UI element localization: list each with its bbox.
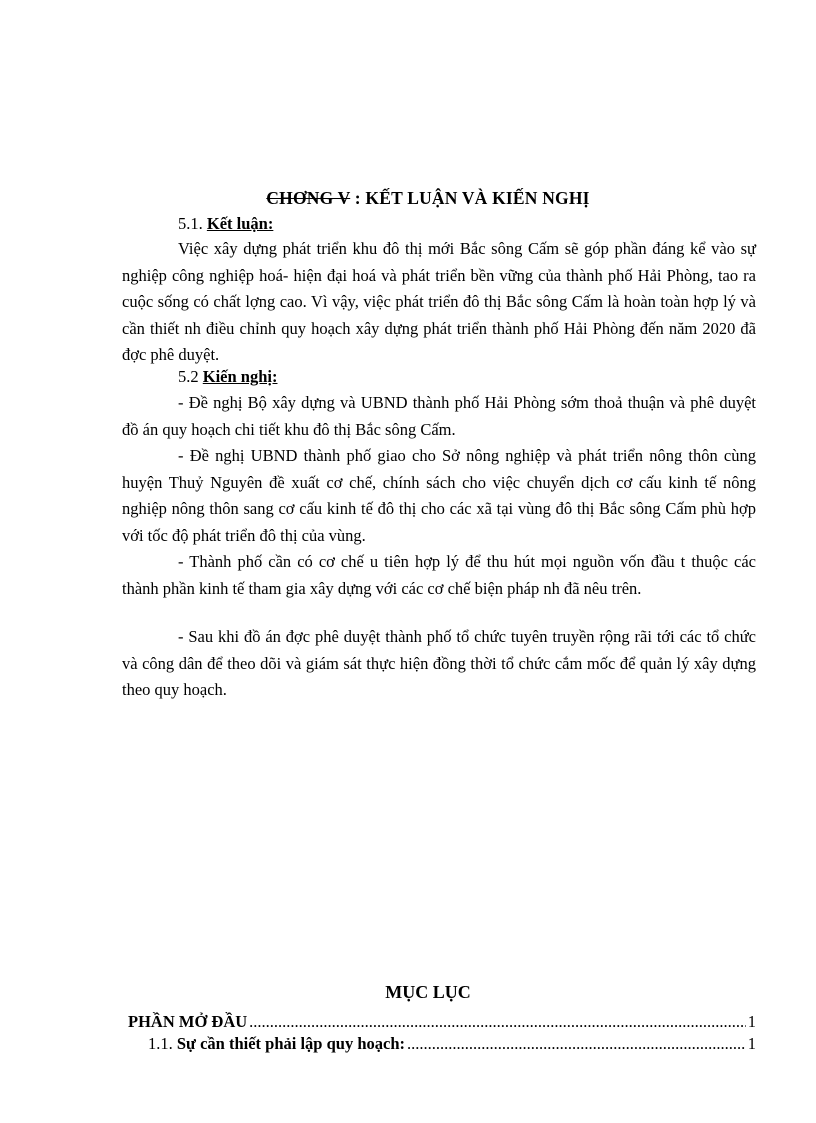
- section-title: Kết luận:: [206, 214, 274, 233]
- toc-entry-label: Sự cần thiết phải lập quy hoạch:: [176, 1034, 405, 1053]
- chapter-title: [100, 188, 756, 209]
- section-heading-recommendations: [178, 367, 277, 387]
- chapter-number: CHƠNG V: [266, 188, 351, 208]
- toc-title: MỤC LỤC: [385, 982, 471, 1002]
- toc-entry-page: 1: [747, 1034, 756, 1053]
- recommendation-item: - Thành phố cần có cơ chế u tiên hợp lý để thu hút mọi nguồn vốn đầu t thuộc các thành phần kinh tế tham gia xây dựng với các cơ chế biện pháp nh đã nêu trên.: [122, 552, 756, 598]
- toc-entry[interactable]: [128, 1012, 756, 1032]
- toc-entry-page: 1: [747, 1012, 756, 1031]
- conclusion-paragraph: Việc xây dựng phát triển khu đô thị mới Bắc sông Cấm sẽ góp phần đáng kể vào sự nghiệp công nghiệp hoá- hiện đại hoá và phát triển bền vững của thành phố Hải Phòng, tao ra cuộc sống có chất lợng cao. Vì vậy, việc phát triển đô thị Bắc sông Cấm là hoàn toàn hợp lý và cần thiết nh điều chỉnh quy hoạch xây dựng phát triển thành phố Hải Phòng đến năm 2020 đã đợc phê duyệt.: [122, 239, 756, 364]
- recommendation-item: - Đề nghị UBND thành phố giao cho Sở nông nghiệp và phát triển nông thôn cùng huyện Thuỷ Nguyên đề xuất cơ chế, chính sách cho việc chuyển dịch cơ cấu kinh tế nông nghiệp nông thôn sang cơ cấu kinh tế đô thị cho các xã tại vùng đô thị Bắc sông Cấm phù hợp với tốc độ phát triển đô thị của vùng.: [122, 446, 756, 545]
- section-heading-conclusion: [178, 214, 273, 234]
- toc-dot-leader: [249, 1012, 746, 1032]
- section-title: Kiến nghị:: [202, 367, 278, 386]
- recommendation-item: - Sau khi đồ án đợc phê duyệt thành phố tổ chức tuyên truyền rộng rãi tới các tổ chức và công dân để theo dõi và giám sát thực hiện đồng thời tổ chức cắm mốc để quản lý xây dựng theo quy hoạch.: [122, 627, 756, 699]
- chapter-heading: : KẾT LUẬN VÀ KIẾN NGHỊ: [350, 188, 590, 208]
- section-number: 5.2: [178, 367, 199, 386]
- toc-entry-number: 1.1.: [148, 1034, 173, 1053]
- toc-entry[interactable]: [148, 1034, 756, 1054]
- recommendation-item: - Đề nghị Bộ xây dựng và UBND thành phố Hải Phòng sớm thoả thuận và phê duyệt đồ án quy hoạch chi tiết khu đô thị Bắc sông Cấm.: [122, 393, 756, 439]
- toc-entry-label: PHẦN MỞ ĐẦU: [128, 1012, 248, 1031]
- section-number: 5.1.: [178, 214, 203, 233]
- toc-dot-leader: [407, 1034, 746, 1054]
